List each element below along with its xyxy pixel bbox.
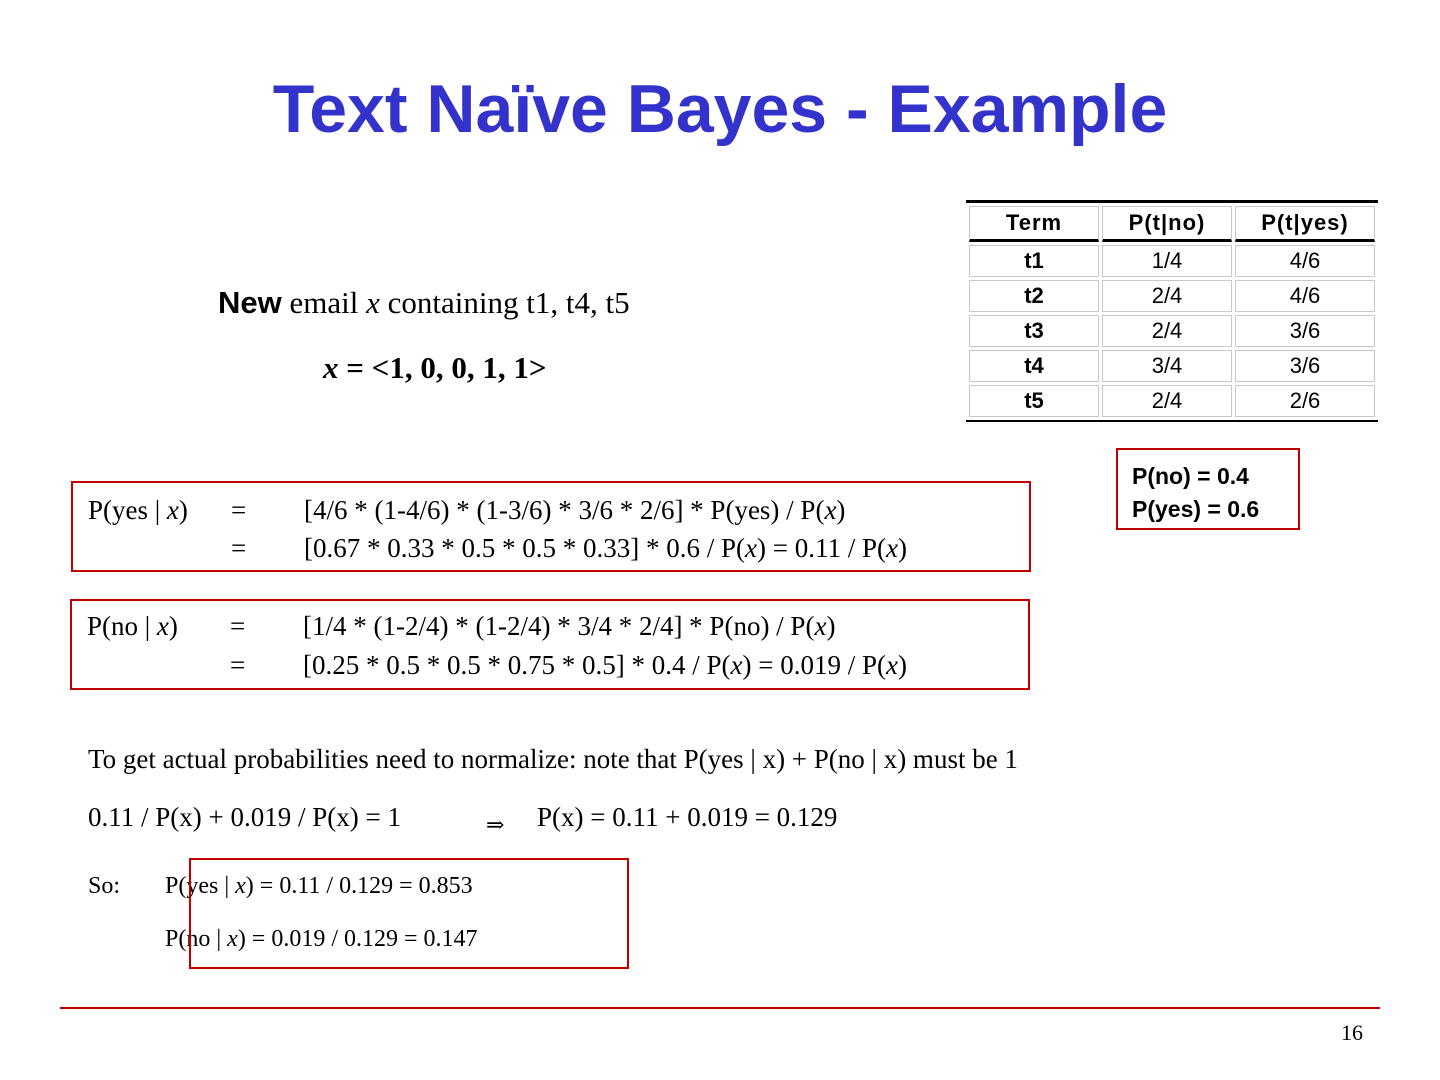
p-yes-cell: 2/6: [1235, 385, 1375, 417]
no-formula-line1: [1/4 * (1-2/4) * (1-2/4) * 3/4 * 2/4] * P(no) / P(x): [303, 611, 836, 641]
header-p-t-yes: P(t|yes): [1235, 206, 1375, 242]
p-no-cell: 3/4: [1102, 350, 1232, 382]
p-yes-cell: 3/6: [1235, 315, 1375, 347]
px-result: P(x) = 0.11 + 0.019 = 0.129: [537, 802, 838, 832]
containing-text: containing t1, t4, t5: [379, 285, 630, 320]
term-cell: t5: [969, 385, 1099, 417]
prior-yes: P(yes) = 0.6: [1132, 496, 1260, 522]
equals-sign: =: [231, 533, 247, 563]
term-cell: t2: [969, 280, 1099, 312]
result-highlight-box: [189, 858, 629, 969]
vector-values: = <1, 0, 0, 1, 1>: [338, 350, 547, 385]
header-p-t-no: P(t|no): [1102, 206, 1232, 242]
footer-divider: [60, 1007, 1380, 1009]
table-row: [969, 315, 1375, 347]
no-formula-line2: [0.25 * 0.5 * 0.5 * 0.75 * 0.5] * 0.4 / P(x) = 0.019 / P(x): [303, 650, 907, 680]
table-row: [969, 350, 1375, 382]
implies-arrow-icon: ⇒: [486, 812, 505, 837]
p-no-cell: 2/4: [1102, 280, 1232, 312]
p-no-cell: 1/4: [1102, 245, 1232, 277]
p-yes-cell: 4/6: [1235, 280, 1375, 312]
p-yes-cell: 4/6: [1235, 245, 1375, 277]
p-no-cell: 2/4: [1102, 315, 1232, 347]
email-text: email: [281, 285, 367, 320]
page-number: 16: [1341, 1020, 1363, 1045]
yes-calculation-box: [71, 481, 1031, 572]
prior-no: P(no) = 0.4: [1132, 463, 1249, 489]
term-cell: t3: [969, 315, 1099, 347]
header-term: Term: [969, 206, 1099, 242]
table-row: [969, 280, 1375, 312]
x-variable: x: [323, 350, 339, 385]
slide-title: Text Naïve Bayes - Example: [272, 71, 1168, 147]
x-variable: x: [366, 285, 380, 320]
new-email-statement: [218, 285, 630, 321]
posterior-yes: P(yes | x) = 0.11 / 0.129 = 0.853: [165, 873, 473, 899]
p-yes-cell: 3/6: [1235, 350, 1375, 382]
normalization-note: To get actual probabilities need to normalize: note that P(yes | x) + P(no | x) must be 1: [88, 744, 1018, 774]
equals-sign: =: [230, 650, 246, 680]
posterior-no: P(no | x) = 0.019 / 0.129 = 0.147: [165, 926, 478, 952]
no-calculation-box: [70, 599, 1030, 690]
new-label: New: [218, 285, 282, 320]
term-probability-table: [966, 200, 1378, 422]
yes-lhs: P(yes | x): [88, 495, 188, 525]
table-header-row: [969, 206, 1375, 242]
equals-sign: =: [230, 611, 246, 641]
table-row: [969, 245, 1375, 277]
term-cell: t4: [969, 350, 1099, 382]
yes-formula-line2: [0.67 * 0.33 * 0.5 * 0.5 * 0.33] * 0.6 / P(x) = 0.11 / P(x): [304, 533, 907, 563]
term-cell: t1: [969, 245, 1099, 277]
equals-sign: =: [231, 495, 247, 525]
no-lhs: P(no | x): [87, 611, 178, 641]
normalization-equation: 0.11 / P(x) + 0.019 / P(x) = 1: [88, 802, 401, 832]
yes-formula-line1: [4/6 * (1-4/6) * (1-3/6) * 3/6 * 2/6] * P(yes) / P(x): [304, 495, 846, 525]
table-row: [969, 385, 1375, 417]
so-label: So:: [88, 873, 121, 899]
p-no-cell: 2/4: [1102, 385, 1232, 417]
priors-box: [1116, 448, 1300, 530]
x-vector: [323, 350, 547, 386]
